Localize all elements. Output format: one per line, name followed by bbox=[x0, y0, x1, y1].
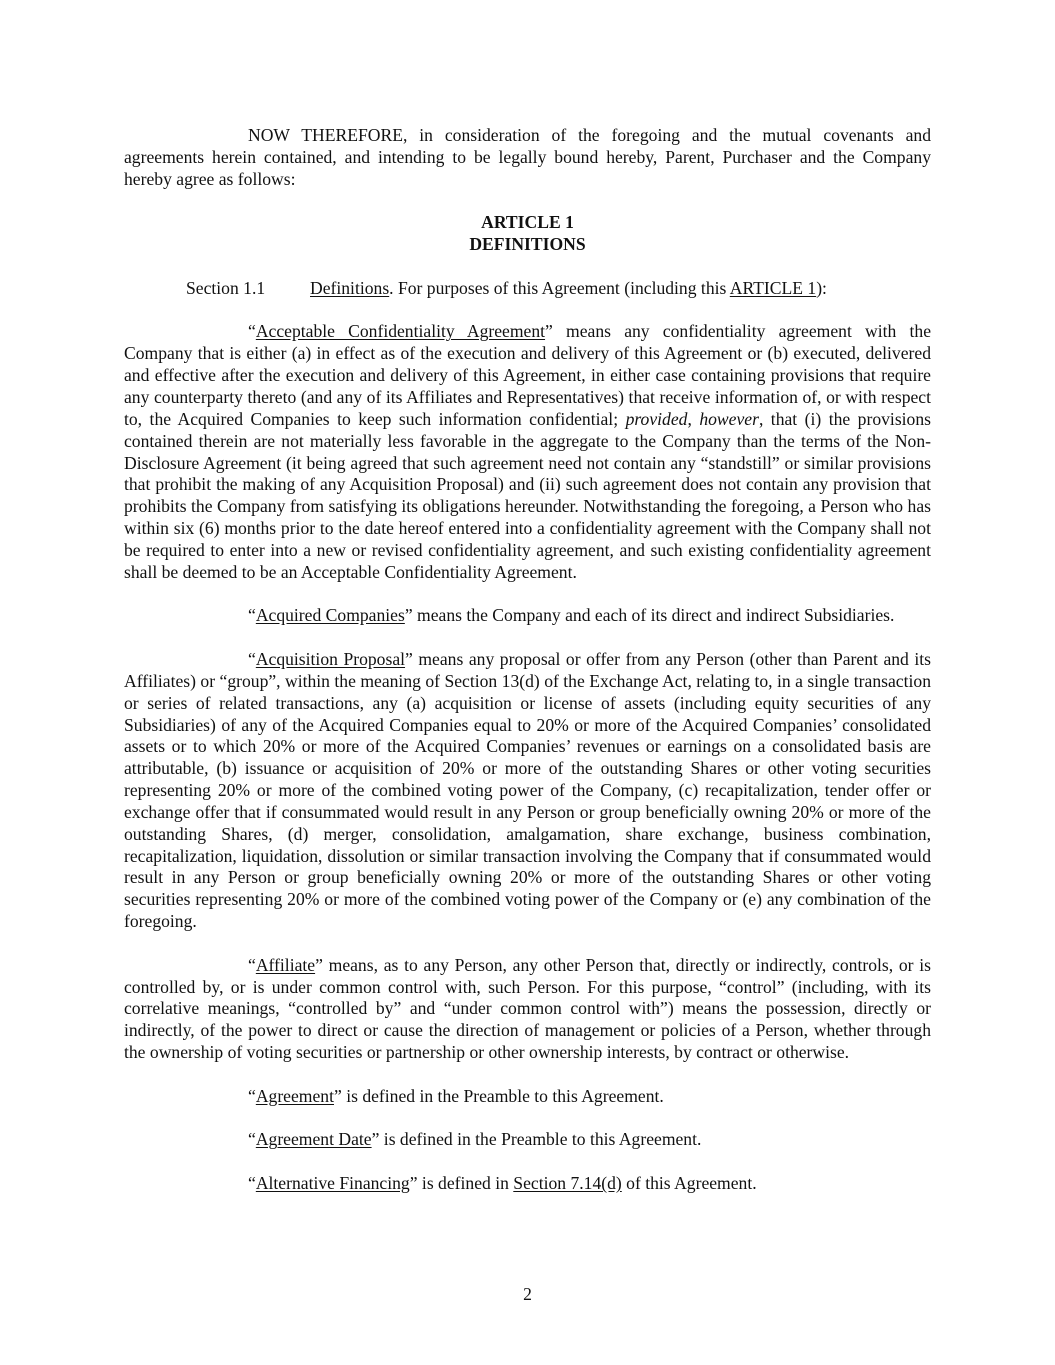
section-lead: . For purposes of this Agreement (including this bbox=[389, 277, 730, 298]
defined-term: Affiliate bbox=[255, 954, 316, 975]
open-quote: “ bbox=[248, 1085, 256, 1106]
section-tail: ): bbox=[816, 277, 827, 298]
article-number: ARTICLE 1 bbox=[481, 212, 574, 233]
defined-term: Agreement bbox=[255, 1085, 334, 1106]
open-quote: “ bbox=[248, 649, 256, 670]
definition-text: ” is defined in the Preamble to this Agreement. bbox=[371, 1129, 702, 1150]
open-quote: “ bbox=[248, 1173, 256, 1194]
section-reference: Section 7.14(d) bbox=[513, 1173, 622, 1194]
definition-agreement bbox=[124, 1086, 931, 1108]
open-quote: “ bbox=[248, 1129, 256, 1150]
preamble-paragraph bbox=[124, 125, 931, 191]
definition-affiliate bbox=[124, 955, 931, 1064]
defined-term: Acquired Companies bbox=[255, 605, 405, 626]
section-heading bbox=[124, 278, 931, 300]
definition-acquisition-proposal bbox=[124, 649, 931, 933]
definition-alternative-financing bbox=[124, 1173, 931, 1195]
definition-text: , bbox=[687, 408, 700, 429]
defined-term: Agreement Date bbox=[255, 1129, 372, 1150]
open-quote: “ bbox=[248, 605, 256, 626]
preamble-text: NOW THEREFORE, in consideration of the foregoing and the mutual covenants and agreements herein contained, and intending to be legally bound hereby, Parent, Purchaser and the Company hereby agree as follows: bbox=[124, 125, 931, 189]
definition-text: ” means, as to any Person, any other Person that, directly or indirectly, controls, or is controlled by, or is under common control with, such Person. For this purpose, “control” (including, with its correlative meanings, “controlled by” and “under common control with”) means the possession, directly or indirectly, of the power to direct or cause the direction of management or policies of a Person, whether through the ownership of voting securities or partnership or other ownership interests, by contract or otherwise. bbox=[124, 954, 931, 1063]
definition-text: , that (i) the provisions contained therein are not materially less favorable in the aggregate to the Company than the terms of the Non-Disclosure Agreement (it being agreed that such agreement need not contain any “standstill” or similar provisions that prohibit the making of any Acquisition Proposal) and (ii) such agreement does not contain any provision that prohibits the Company from satisfying its obligations hereunder. Notwithstanding the foregoing, a Person who has within six (6) months prior to the date hereof entered into a confidentiality agreement with the Company shall not be required to enter into a new or revised confidentiality agreement, and such existing confidentiality agreement shall be deemed to be an Acceptable Confidentiality Agreement. bbox=[124, 408, 931, 582]
page-number: 2 bbox=[523, 1284, 532, 1304]
article-reference: ARTICLE 1 bbox=[729, 277, 817, 298]
defined-term: Acceptable Confidentiality Agreement bbox=[255, 321, 546, 342]
definition-acceptable-confidentiality-agreement bbox=[124, 321, 931, 583]
definition-text: ” is defined in bbox=[409, 1173, 514, 1194]
defined-term: Acquisition Proposal bbox=[255, 649, 406, 670]
section-title: Definitions bbox=[310, 277, 390, 298]
section-number: Section 1.1 bbox=[186, 277, 266, 298]
definition-agreement-date bbox=[124, 1129, 931, 1151]
article-title: DEFINITIONS bbox=[469, 234, 586, 255]
defined-term: Alternative Financing bbox=[255, 1173, 410, 1194]
document-page bbox=[124, 125, 931, 1195]
italic-however: however bbox=[699, 408, 759, 429]
open-quote: “ bbox=[248, 954, 256, 975]
definition-acquired-companies bbox=[124, 605, 931, 627]
definition-text: of this Agreement. bbox=[621, 1173, 757, 1194]
definition-text: ” means any proposal or offer from any Person (other than Parent and its Affiliates) or “group”, within the meaning of Section 13(d) of the Exchange Act, relating to, in a single transaction or series of related transactions, any (a) acquisition or license of assets (including equity securities of any Subsidiaries) of any of the Acquired Companies equal to 20% or more of the Acquired Companies’ consolidated assets or to which 20% or more of the Acquired Companies’ revenues or earnings on a consolidated basis are attributable, (b) issuance or acquisition of 20% or more of the outstanding Shares or other voting securities representing 20% or more of the combined voting power of the Company, (c) recapitalization, tender offer or exchange offer that if consummated would result in any Person or group beneficially owning 20% or more of the outstanding Shares, (d) merger, consolidation, amalgamation, share exchange, business combination, recapitalization, liquidation, dissolution or similar transaction involving the Company that if consummated would result in any Person or group beneficially owning 20% or more of the outstanding Shares or other voting securities representing 20% or more of the combined voting power of the Company or (e) any combination of the foregoing. bbox=[124, 649, 932, 932]
definition-text: ” means any confidentiality agreement with the Company that is either (a) in effect as of the execution and delivery of this Agreement or (b) executed, delivered and effective after the execution and delivery of this Agreement, in either case containing provisions that require any counterparty thereto (and any of its Affiliates and Representatives) that receive information of, or with respect to, the Acquired Companies to keep such information confidential; bbox=[124, 321, 931, 429]
italic-provided: provided bbox=[625, 408, 688, 429]
definition-text: ” means the Company and each of its direct and indirect Subsidiaries. bbox=[404, 605, 895, 626]
open-quote: “ bbox=[248, 321, 256, 342]
definition-text: ” is defined in the Preamble to this Agreement. bbox=[333, 1085, 664, 1106]
